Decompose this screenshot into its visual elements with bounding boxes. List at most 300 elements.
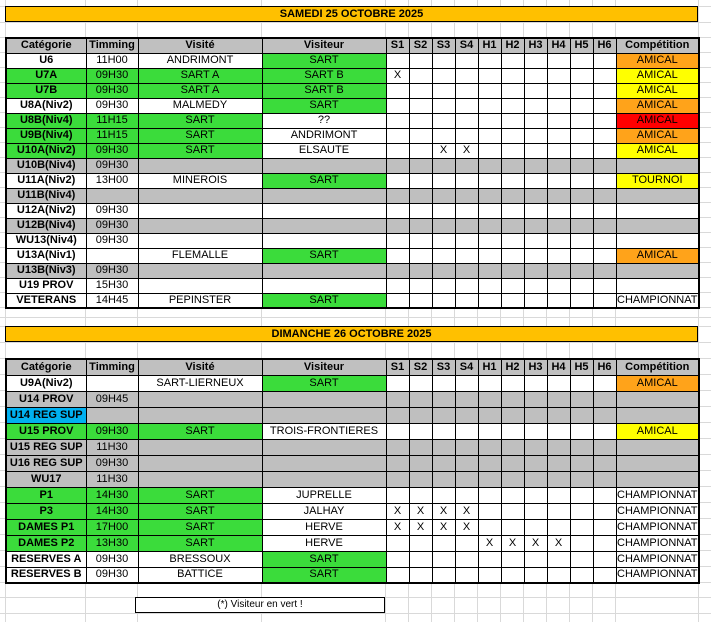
- cell-slot-s2: [409, 535, 432, 551]
- cell-slot-s1: [386, 423, 409, 439]
- cell-slot-h2: [501, 519, 524, 535]
- schedule-row: [6, 113, 699, 128]
- cell-visiteur: SART: [262, 98, 386, 113]
- cell-slot-h5: [570, 233, 593, 248]
- cell-slot-h1: [478, 113, 501, 128]
- cell-slot-s1: [386, 391, 409, 407]
- cell-slot-h5: [570, 98, 593, 113]
- cell-slot-s1: [386, 407, 409, 423]
- cell-slot-s2: [409, 455, 432, 471]
- schedule-row: [6, 567, 699, 583]
- cell-slot-s4: [455, 188, 478, 203]
- cell-slot-s4: [455, 535, 478, 551]
- cell-slot-s4: [455, 567, 478, 583]
- cell-slot-h6: [593, 519, 616, 535]
- cell-slot-h3: [524, 439, 547, 455]
- cell-timming: 09H30: [86, 551, 138, 567]
- cell-slot-h2: [501, 143, 524, 158]
- column-header-visite: Visité: [138, 359, 262, 375]
- cell-slot-s1: [386, 278, 409, 293]
- cell-slot-h4: [547, 471, 570, 487]
- cell-slot-s1: [386, 535, 409, 551]
- cell-slot-h3: [524, 128, 547, 143]
- cell-competition: CHAMPIONNAT: [616, 519, 699, 535]
- cell-visite: [138, 471, 262, 487]
- column-header-s1: S1: [386, 38, 409, 53]
- cell-slot-h2: [501, 188, 524, 203]
- cell-slot-h1: [478, 487, 501, 503]
- cell-slot-h5: [570, 391, 593, 407]
- cell-slot-h5: [570, 471, 593, 487]
- cell-slot-h1: [478, 503, 501, 519]
- column-header-h4: H4: [547, 38, 570, 53]
- column-header-timming: Timming: [86, 38, 138, 53]
- cell-slot-h5: [570, 203, 593, 218]
- cell-slot-s1: [386, 439, 409, 455]
- cell-slot-h6: [593, 233, 616, 248]
- cell-slot-h5: [570, 128, 593, 143]
- cell-visite: SART A: [138, 68, 262, 83]
- cell-slot-s2: [409, 233, 432, 248]
- cell-visite: ANDRIMONT: [138, 53, 262, 68]
- cell-slot-h4: [547, 98, 570, 113]
- cell-competition: AMICAL: [616, 248, 699, 263]
- cell-slot-s3: [432, 98, 455, 113]
- cell-slot-s3: [432, 293, 455, 308]
- cell-visiteur: [262, 218, 386, 233]
- schedule-row: [6, 423, 699, 439]
- cell-slot-h6: [593, 203, 616, 218]
- cell-slot-h6: [593, 293, 616, 308]
- cell-slot-h1: [478, 551, 501, 567]
- cell-timming: 09H30: [86, 83, 138, 98]
- cell-slot-s3: [432, 188, 455, 203]
- cell-slot-h4: [547, 293, 570, 308]
- cell-categorie: U10B(Niv4): [6, 158, 86, 173]
- cell-visiteur: [262, 391, 386, 407]
- cell-competition: [616, 203, 699, 218]
- cell-timming: 09H30: [86, 455, 138, 471]
- cell-timming: 09H30: [86, 423, 138, 439]
- cell-slot-s3: [432, 439, 455, 455]
- cell-slot-h5: [570, 53, 593, 68]
- cell-slot-h6: [593, 188, 616, 203]
- cell-visite: MALMEDY: [138, 98, 262, 113]
- cell-slot-s2: [409, 263, 432, 278]
- cell-slot-s2: [409, 188, 432, 203]
- cell-slot-h4: [547, 487, 570, 503]
- cell-slot-h3: [524, 278, 547, 293]
- cell-slot-h2: [501, 248, 524, 263]
- cell-slot-h4: [547, 53, 570, 68]
- cell-slot-s1: [386, 455, 409, 471]
- cell-visite: SART: [138, 487, 262, 503]
- column-header-h6: H6: [593, 359, 616, 375]
- cell-competition: [616, 455, 699, 471]
- cell-slot-h2: [501, 113, 524, 128]
- cell-categorie: U12B(Niv4): [6, 218, 86, 233]
- cell-slot-h6: [593, 278, 616, 293]
- cell-slot-s1: [386, 293, 409, 308]
- cell-slot-h3: [524, 188, 547, 203]
- cell-slot-h1: [478, 423, 501, 439]
- schedule-row: [6, 471, 699, 487]
- cell-visiteur: SART: [262, 53, 386, 68]
- cell-slot-s3: [432, 158, 455, 173]
- cell-slot-s1: [386, 158, 409, 173]
- cell-slot-h6: [593, 98, 616, 113]
- column-header-timming: Timming: [86, 359, 138, 375]
- cell-visiteur: [262, 233, 386, 248]
- cell-slot-h5: [570, 278, 593, 293]
- cell-slot-s2: [409, 83, 432, 98]
- saturday-schedule-table: [5, 37, 700, 309]
- cell-slot-h3: [524, 391, 547, 407]
- schedule-row: [6, 455, 699, 471]
- cell-slot-h1: [478, 53, 501, 68]
- cell-slot-h5: [570, 158, 593, 173]
- cell-competition: CHAMPIONNAT: [616, 567, 699, 583]
- cell-competition: AMICAL: [616, 128, 699, 143]
- cell-visite: SART: [138, 113, 262, 128]
- column-header-h4: H4: [547, 359, 570, 375]
- cell-categorie: U13B(Niv3): [6, 263, 86, 278]
- cell-slot-s2: [409, 173, 432, 188]
- cell-slot-h3: [524, 567, 547, 583]
- cell-slot-h6: [593, 248, 616, 263]
- cell-timming: 09H30: [86, 143, 138, 158]
- cell-categorie: U8A(Niv2): [6, 98, 86, 113]
- cell-slot-s4: [455, 203, 478, 218]
- cell-slot-h2: [501, 423, 524, 439]
- column-header-h2: H2: [501, 359, 524, 375]
- cell-slot-s2: [409, 567, 432, 583]
- cell-competition: AMICAL: [616, 53, 699, 68]
- cell-visiteur: TROIS-FRONTIERES: [262, 423, 386, 439]
- cell-visiteur: [262, 407, 386, 423]
- cell-slot-s4: [455, 391, 478, 407]
- cell-categorie: U8B(Niv4): [6, 113, 86, 128]
- cell-slot-h4: [547, 173, 570, 188]
- cell-timming: 09H30: [86, 567, 138, 583]
- cell-slot-s3: [432, 423, 455, 439]
- cell-slot-h4: [547, 423, 570, 439]
- cell-slot-h2: [501, 83, 524, 98]
- cell-visiteur: [262, 263, 386, 278]
- cell-timming: 11H00: [86, 53, 138, 68]
- schedule-row: [6, 248, 699, 263]
- cell-visiteur: SART B: [262, 68, 386, 83]
- cell-slot-h2: [501, 98, 524, 113]
- cell-competition: TOURNOI: [616, 173, 699, 188]
- cell-categorie: VETERANS: [6, 293, 86, 308]
- cell-categorie: WU17: [6, 471, 86, 487]
- cell-timming: 14H30: [86, 487, 138, 503]
- cell-slot-h5: [570, 113, 593, 128]
- cell-visiteur: SART: [262, 375, 386, 391]
- cell-slot-s4: X: [455, 519, 478, 535]
- cell-slot-h2: [501, 128, 524, 143]
- cell-slot-h5: [570, 218, 593, 233]
- cell-visiteur: ELSAUTE: [262, 143, 386, 158]
- cell-slot-s4: [455, 158, 478, 173]
- cell-slot-s3: [432, 263, 455, 278]
- cell-categorie: U7B: [6, 83, 86, 98]
- cell-competition: CHAMPIONNAT: [616, 551, 699, 567]
- cell-visite: [138, 278, 262, 293]
- cell-slot-h6: [593, 455, 616, 471]
- cell-timming: [86, 188, 138, 203]
- cell-visiteur: ??: [262, 113, 386, 128]
- cell-slot-s4: [455, 128, 478, 143]
- cell-slot-s1: [386, 188, 409, 203]
- cell-slot-s2: [409, 128, 432, 143]
- cell-slot-h3: [524, 423, 547, 439]
- cell-slot-s4: [455, 487, 478, 503]
- cell-slot-h2: [501, 567, 524, 583]
- cell-slot-s1: [386, 143, 409, 158]
- cell-slot-h3: [524, 375, 547, 391]
- cell-timming: 09H30: [86, 218, 138, 233]
- cell-slot-h6: [593, 218, 616, 233]
- column-header-s1: S1: [386, 359, 409, 375]
- cell-slot-h5: [570, 407, 593, 423]
- cell-slot-h4: [547, 143, 570, 158]
- cell-slot-s4: [455, 439, 478, 455]
- header-row: [6, 38, 699, 53]
- cell-slot-h3: [524, 455, 547, 471]
- schedule-row: [6, 173, 699, 188]
- cell-categorie: U14 PROV: [6, 391, 86, 407]
- cell-slot-h5: [570, 551, 593, 567]
- cell-visite: [138, 233, 262, 248]
- cell-slot-h2: [501, 173, 524, 188]
- cell-slot-h3: [524, 471, 547, 487]
- cell-categorie: U16 REG SUP: [6, 455, 86, 471]
- cell-slot-h5: [570, 83, 593, 98]
- column-header-s4: S4: [455, 359, 478, 375]
- cell-slot-h1: [478, 188, 501, 203]
- cell-slot-h2: [501, 551, 524, 567]
- cell-slot-h4: [547, 407, 570, 423]
- schedule-row: [6, 83, 699, 98]
- cell-slot-s4: [455, 218, 478, 233]
- cell-timming: 14H30: [86, 503, 138, 519]
- cell-slot-h5: [570, 293, 593, 308]
- cell-slot-s1: [386, 263, 409, 278]
- cell-slot-h2: [501, 68, 524, 83]
- cell-slot-h5: [570, 439, 593, 455]
- schedule-row: [6, 53, 699, 68]
- cell-slot-s1: X: [386, 519, 409, 535]
- cell-slot-h6: [593, 407, 616, 423]
- column-header-s2: S2: [409, 359, 432, 375]
- cell-slot-h5: [570, 263, 593, 278]
- cell-slot-s1: [386, 551, 409, 567]
- cell-slot-s4: X: [455, 503, 478, 519]
- cell-slot-s1: [386, 487, 409, 503]
- cell-slot-h4: [547, 567, 570, 583]
- cell-slot-h2: [501, 278, 524, 293]
- cell-categorie: P3: [6, 503, 86, 519]
- cell-slot-h4: [547, 263, 570, 278]
- cell-slot-h6: [593, 113, 616, 128]
- cell-slot-h5: [570, 248, 593, 263]
- cell-slot-h3: [524, 83, 547, 98]
- schedule-row: [6, 233, 699, 248]
- cell-visiteur: HERVE: [262, 535, 386, 551]
- cell-slot-h1: [478, 519, 501, 535]
- cell-visiteur: SART: [262, 551, 386, 567]
- cell-slot-s1: [386, 98, 409, 113]
- cell-slot-h6: [593, 128, 616, 143]
- cell-timming: 13H00: [86, 173, 138, 188]
- cell-visiteur: JUPRELLE: [262, 487, 386, 503]
- cell-slot-h5: [570, 375, 593, 391]
- cell-slot-s2: [409, 407, 432, 423]
- cell-slot-h1: [478, 263, 501, 278]
- cell-slot-h1: [478, 143, 501, 158]
- cell-slot-h1: [478, 173, 501, 188]
- cell-slot-s3: [432, 68, 455, 83]
- cell-slot-h5: [570, 487, 593, 503]
- cell-slot-s1: [386, 471, 409, 487]
- cell-slot-s1: [386, 233, 409, 248]
- cell-slot-s2: X: [409, 519, 432, 535]
- cell-slot-h6: [593, 83, 616, 98]
- cell-visite: [138, 263, 262, 278]
- column-header-h1: H1: [478, 359, 501, 375]
- cell-slot-h2: [501, 375, 524, 391]
- cell-categorie: P1: [6, 487, 86, 503]
- cell-slot-s3: [432, 53, 455, 68]
- schedule-row: [6, 263, 699, 278]
- cell-visite: BRESSOUX: [138, 551, 262, 567]
- cell-slot-s3: X: [432, 143, 455, 158]
- column-header-competition: Compétition: [616, 38, 699, 53]
- cell-slot-s4: [455, 551, 478, 567]
- cell-visiteur: [262, 455, 386, 471]
- cell-slot-h4: [547, 83, 570, 98]
- cell-slot-h3: [524, 248, 547, 263]
- column-header-h3: H3: [524, 38, 547, 53]
- cell-slot-h6: [593, 53, 616, 68]
- cell-categorie: RESERVES B: [6, 567, 86, 583]
- cell-slot-h3: [524, 113, 547, 128]
- footnote-box: (*) Visiteur en vert !: [135, 597, 385, 613]
- cell-slot-s4: [455, 83, 478, 98]
- cell-slot-h5: [570, 143, 593, 158]
- column-header-h5: H5: [570, 359, 593, 375]
- schedule-row: [6, 391, 699, 407]
- schedule-row: [6, 158, 699, 173]
- column-header-h6: H6: [593, 38, 616, 53]
- cell-slot-s2: [409, 158, 432, 173]
- schedule-row: [6, 439, 699, 455]
- cell-slot-h4: [547, 203, 570, 218]
- schedule-row: [6, 143, 699, 158]
- cell-slot-h5: [570, 535, 593, 551]
- cell-competition: [616, 439, 699, 455]
- cell-slot-s2: [409, 143, 432, 158]
- cell-slot-s2: [409, 53, 432, 68]
- cell-categorie: U13A(Niv1): [6, 248, 86, 263]
- cell-slot-h5: [570, 173, 593, 188]
- cell-timming: 15H30: [86, 278, 138, 293]
- cell-visiteur: SART B: [262, 83, 386, 98]
- cell-slot-s2: [409, 423, 432, 439]
- sunday-date-banner: DIMANCHE 26 OCTOBRE 2025: [5, 326, 698, 342]
- cell-slot-h2: X: [501, 535, 524, 551]
- cell-competition: AMICAL: [616, 143, 699, 158]
- cell-slot-h1: [478, 158, 501, 173]
- column-header-visite: Visité: [138, 38, 262, 53]
- schedule-row: [6, 128, 699, 143]
- cell-visiteur: JALHAY: [262, 503, 386, 519]
- cell-timming: 11H15: [86, 113, 138, 128]
- cell-slot-h3: [524, 203, 547, 218]
- cell-slot-s4: [455, 248, 478, 263]
- cell-timming: 09H30: [86, 158, 138, 173]
- cell-slot-h1: [478, 439, 501, 455]
- cell-categorie: U7A: [6, 68, 86, 83]
- cell-slot-h1: [478, 128, 501, 143]
- cell-slot-h2: [501, 233, 524, 248]
- cell-slot-h1: [478, 203, 501, 218]
- cell-slot-h2: [501, 471, 524, 487]
- cell-slot-h3: [524, 53, 547, 68]
- cell-slot-s3: [432, 391, 455, 407]
- cell-slot-h4: [547, 278, 570, 293]
- cell-slot-h5: [570, 68, 593, 83]
- cell-slot-s4: X: [455, 143, 478, 158]
- cell-competition: [616, 218, 699, 233]
- cell-slot-h6: [593, 503, 616, 519]
- cell-slot-s3: [432, 551, 455, 567]
- cell-slot-s2: [409, 98, 432, 113]
- saturday-date-banner: SAMEDI 25 OCTOBRE 2025: [5, 6, 698, 22]
- cell-visite: SART: [138, 503, 262, 519]
- cell-slot-s1: [386, 83, 409, 98]
- column-header-visiteur: Visiteur: [262, 359, 386, 375]
- cell-visite: [138, 391, 262, 407]
- cell-slot-h4: [547, 439, 570, 455]
- cell-slot-h2: [501, 158, 524, 173]
- cell-slot-s4: [455, 53, 478, 68]
- cell-slot-s3: X: [432, 519, 455, 535]
- cell-competition: CHAMPIONNAT: [616, 487, 699, 503]
- cell-slot-s3: [432, 471, 455, 487]
- cell-slot-s3: [432, 375, 455, 391]
- cell-visite: [138, 218, 262, 233]
- cell-slot-h2: [501, 439, 524, 455]
- cell-categorie: U19 PROV: [6, 278, 86, 293]
- cell-slot-s4: [455, 293, 478, 308]
- cell-slot-h5: [570, 423, 593, 439]
- cell-slot-h4: [547, 128, 570, 143]
- cell-competition: [616, 263, 699, 278]
- table-body: [6, 53, 699, 308]
- cell-visite: SART-LIERNEUX: [138, 375, 262, 391]
- cell-competition: CHAMPIONNAT: [616, 535, 699, 551]
- cell-slot-h1: [478, 391, 501, 407]
- cell-slot-h2: [501, 203, 524, 218]
- cell-competition: [616, 158, 699, 173]
- cell-slot-s4: [455, 98, 478, 113]
- cell-slot-h4: [547, 519, 570, 535]
- cell-timming: 11H30: [86, 439, 138, 455]
- cell-timming: [86, 375, 138, 391]
